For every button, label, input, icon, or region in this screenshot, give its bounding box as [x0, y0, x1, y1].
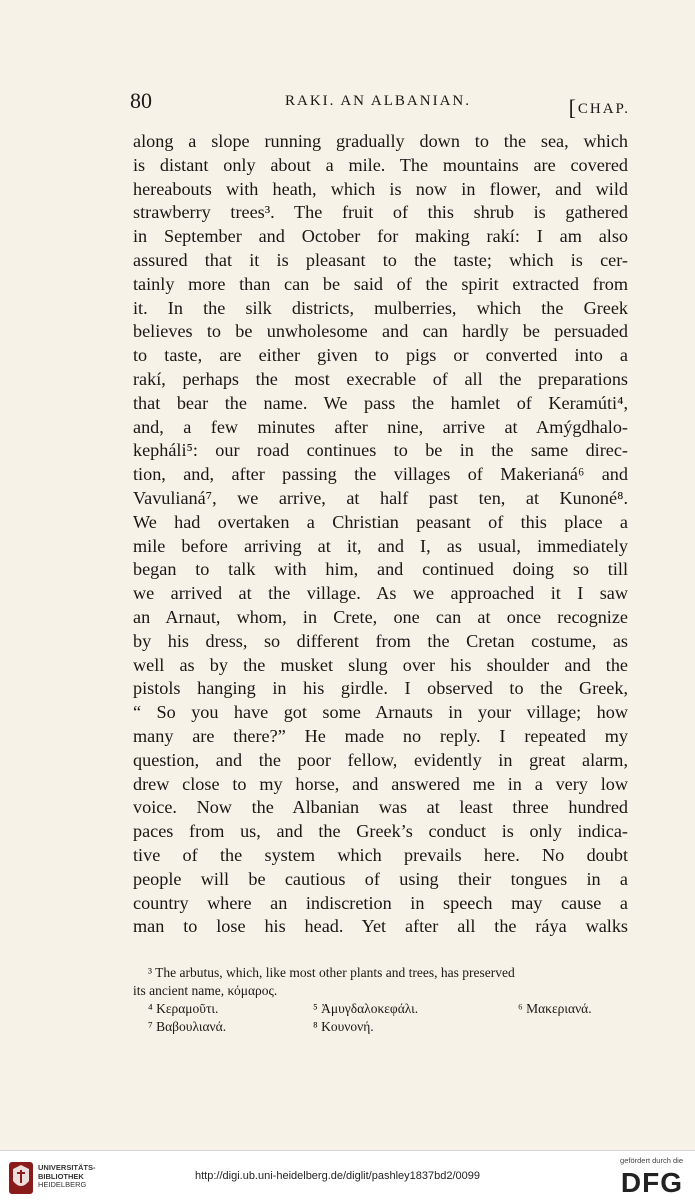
library-name-line-3: HEIDELBERG: [38, 1180, 87, 1189]
text-line: tainly more than can be said of the spirit extracted from: [133, 273, 628, 294]
university-seal-icon: [8, 1161, 34, 1195]
text-line: people will be cautious of using their tongues in a: [133, 868, 628, 889]
text-line: man to lose his head. Yet after all the ráya walks: [133, 916, 628, 937]
text-line: kepháli⁵: our road continues to be in the same direc-: [133, 440, 628, 461]
text-line: assured that it is pleasant to the taste; which is cer-: [133, 249, 628, 270]
footnote-3-line-1: ³ The arbutus, which, like most other plants and trees, has preserved: [148, 965, 515, 980]
text-line: Vavulianá⁷, we arrive, at half past ten, at Kunoné⁸.: [133, 487, 628, 508]
text-line: it. In the silk districts, mulberries, which the Greek: [133, 297, 628, 318]
permalink-url[interactable]: http://digi.ub.uni-heidelberg.de/diglit/pashley1837bd2/0099: [195, 1170, 480, 1182]
text-line: question, and the poor fellow, evidently in great alarm,: [133, 749, 628, 770]
library-name-line-1: UNIVERSITÄTS-: [38, 1163, 96, 1172]
dfg-logo: DFG: [620, 1167, 683, 1198]
text-line: is distant only about a mile. The mountains are covered: [133, 154, 628, 175]
library-name: [38, 1164, 96, 1190]
text-line: hereabouts with heath, which is now in flower, and wild: [133, 178, 628, 199]
text-line: country where an indiscretion in speech may cause a: [133, 892, 628, 913]
funder-note: gefördert durch die: [620, 1156, 683, 1165]
text-line: “ So you have got some Arnauts in your village; how: [133, 702, 628, 723]
footnote-5: ⁵ Ἀμυγδαλοκεφάλι.: [313, 1001, 419, 1016]
text-line: in September and October for making rakí: I am also: [133, 226, 628, 247]
footnote-7: ⁷ Βαβουλιανά.: [148, 1019, 227, 1034]
library-name-line-2: BIBLIOTHEK: [38, 1171, 84, 1181]
chapter-label: [569, 93, 630, 119]
text-line: an Arnaut, whom, in Crete, one can at once recognize: [133, 606, 628, 627]
footnote-3-line-2: its ancient name, κόμαρος.: [133, 983, 278, 998]
text-line: many are there?” He made no reply. I repeated my: [133, 725, 628, 746]
page-number: 80: [130, 88, 152, 113]
text-line: rakí, perhaps the most execrable of all the preparations: [133, 368, 628, 389]
text-line: believes to be unwholesome and can hardly be persuaded: [133, 321, 628, 342]
footnote-6: ⁶ Μακεριανά.: [518, 1001, 592, 1016]
text-line: tive of the system which prevails here. No doubt: [133, 844, 628, 865]
footnote-8: ⁸ Κουνονή.: [313, 1019, 374, 1034]
text-line: well as by the musket slung over his shoulder and the: [133, 654, 628, 675]
text-line: and, a few minutes after nine, arrive at Amýgdhalo-: [133, 416, 628, 437]
text-line: mile before arriving at it, and I, as usual, immediately: [133, 535, 628, 556]
text-line: strawberry trees³. The fruit of this shrub is gathered: [133, 202, 628, 223]
body-text: [133, 130, 628, 939]
footnote-4: ⁴ Κεραμοῦτι.: [148, 1001, 219, 1016]
text-line: tion, and, after passing the villages of Makerianá⁶ and: [133, 464, 628, 485]
viewer-footer: [0, 1150, 695, 1204]
text-line: drew close to my horse, and answered me in a very low: [133, 773, 628, 794]
text-line: along a slope running gradually down to the sea, which: [133, 131, 628, 151]
text-line: that bear the name. We pass the hamlet of Keramúti⁴,: [133, 392, 628, 413]
text-line: paces from us, and the Greek’s conduct is only indica-: [133, 821, 628, 842]
running-title: RAKI. AN ALBANIAN.: [285, 93, 471, 109]
chapter-text: CHAP.: [577, 101, 630, 117]
footnote-row-2: [133, 1018, 628, 1036]
chapter-bracket: [: [568, 95, 578, 120]
footnotes: [133, 964, 628, 1036]
text-line: pistols hanging in his girdle. I observed to the Greek,: [133, 678, 628, 699]
text-line: We had overtaken a Christian peasant of this place a: [133, 511, 628, 532]
footnote-row-1: [133, 1000, 628, 1018]
text-line: by his dress, so different from the Cretan costume, as: [133, 630, 628, 651]
text-line: we arrived at the village. As we approached it I saw: [133, 583, 628, 604]
text-line: began to talk with him, and continued doing so till: [133, 559, 628, 580]
running-header: [130, 88, 630, 120]
text-line: voice. Now the Albanian was at least three hundred: [133, 797, 628, 818]
text-line: to taste, are either given to pigs or converted into a: [133, 345, 628, 366]
